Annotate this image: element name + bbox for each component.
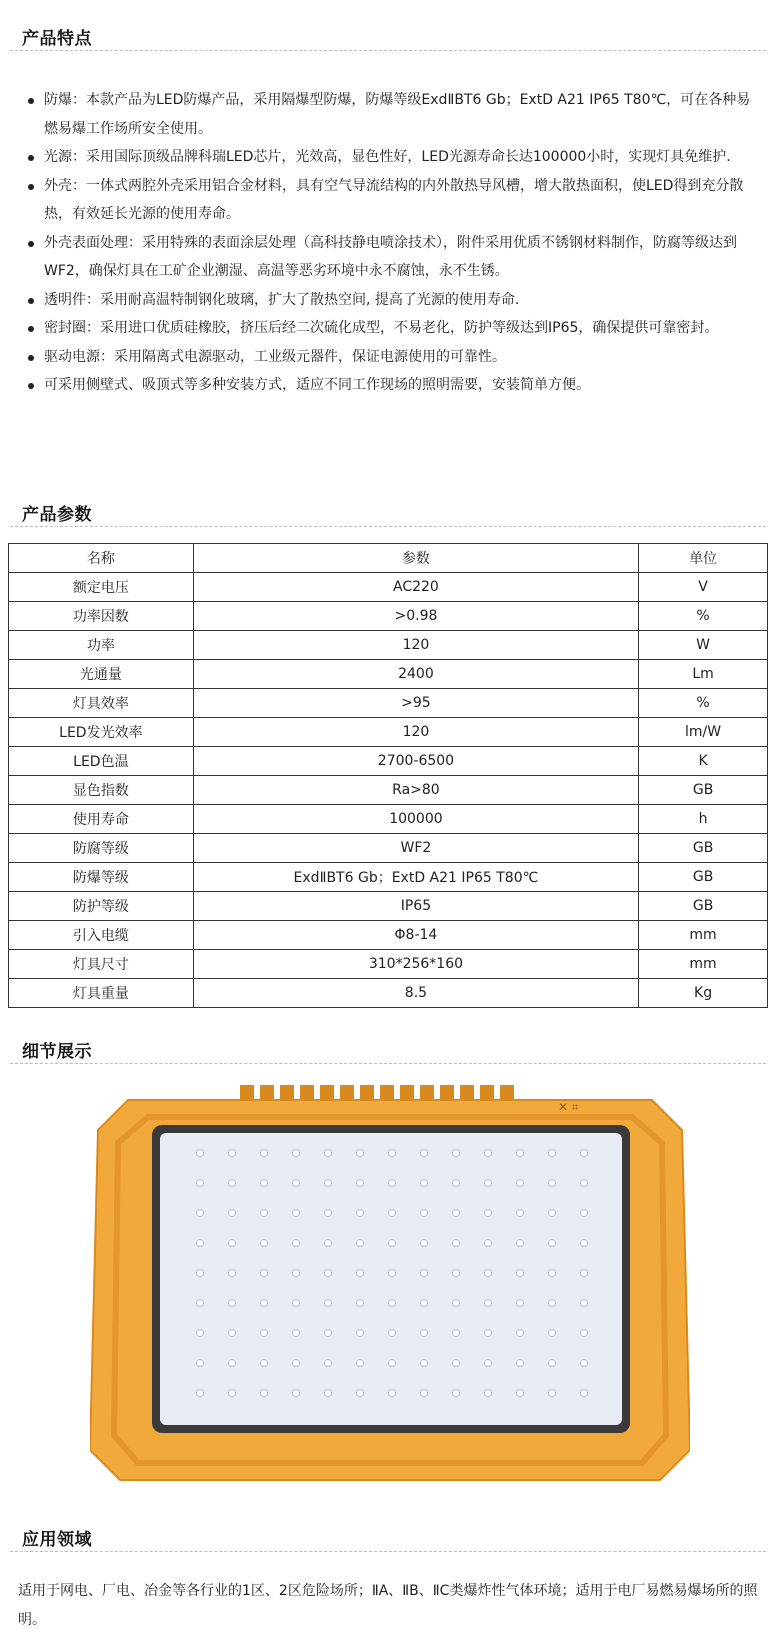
- feature-item: 可采用侧壁式、吸顶式等多种安装方式，适应不同工作现场的照明需要，安装简单方便。: [22, 371, 762, 400]
- led-chip: [421, 1300, 428, 1307]
- param-name-cell: 灯具效率: [9, 689, 194, 718]
- led-chip: [581, 1390, 588, 1397]
- param-unit-cell: %: [639, 602, 768, 631]
- led-chip: [549, 1210, 556, 1217]
- led-chip: [357, 1330, 364, 1337]
- led-chip: [453, 1210, 460, 1217]
- param-unit-cell: Lm: [639, 660, 768, 689]
- led-chip: [357, 1390, 364, 1397]
- table-row: [9, 660, 768, 689]
- table-row: [9, 747, 768, 776]
- led-chip: [261, 1150, 268, 1157]
- param-name-cell: 显色指数: [9, 776, 194, 805]
- param-name-cell: 防护等级: [9, 892, 194, 921]
- param-value-cell: 2700-6500: [193, 747, 638, 776]
- led-chip: [453, 1360, 460, 1367]
- led-chip: [261, 1180, 268, 1187]
- param-name-cell: 引入电缆: [9, 921, 194, 950]
- led-chip: [197, 1390, 204, 1397]
- led-chip: [581, 1300, 588, 1307]
- led-chip: [261, 1270, 268, 1277]
- led-chip: [453, 1150, 460, 1157]
- led-chip: [261, 1210, 268, 1217]
- led-chip: [229, 1210, 236, 1217]
- led-chip: [517, 1360, 524, 1367]
- led-chip: [485, 1180, 492, 1187]
- table-row: [9, 718, 768, 747]
- led-chip: [389, 1270, 396, 1277]
- led-chip: [357, 1150, 364, 1157]
- led-chip: [517, 1270, 524, 1277]
- led-chip: [453, 1240, 460, 1247]
- param-name-cell: LED发光效率: [9, 718, 194, 747]
- detail-section-title: 细节展示: [22, 1042, 92, 1062]
- led-chip: [293, 1210, 300, 1217]
- features-section-title: 产品特点: [22, 29, 92, 49]
- led-chip: [389, 1150, 396, 1157]
- section-divider: [10, 1063, 766, 1064]
- params-table: [8, 543, 768, 1008]
- led-chip: [517, 1240, 524, 1247]
- table-row: [9, 602, 768, 631]
- param-value-cell: 2400: [193, 660, 638, 689]
- table-header-row: [9, 544, 768, 573]
- led-chip: [357, 1360, 364, 1367]
- led-chip: [485, 1360, 492, 1367]
- product-photo: [90, 1085, 690, 1495]
- param-name-cell: 防爆等级: [9, 863, 194, 892]
- led-chip: [421, 1360, 428, 1367]
- param-value-cell: >0.98: [193, 602, 638, 631]
- feature-item: 防爆：本款产品为LED防爆产品，采用隔爆型防爆，防爆等级ExdⅡBT6 Gb；ExtD A21 IP65 T80℃，可在各种易燃易爆工作场所安全使用。: [22, 86, 762, 143]
- led-chip: [293, 1300, 300, 1307]
- led-chip: [261, 1390, 268, 1397]
- led-chip: [197, 1360, 204, 1367]
- section-divider: [10, 526, 766, 527]
- led-chip: [549, 1240, 556, 1247]
- led-chip: [389, 1300, 396, 1307]
- led-chip: [357, 1210, 364, 1217]
- led-chip: [389, 1360, 396, 1367]
- led-chip: [549, 1330, 556, 1337]
- led-chip: [357, 1270, 364, 1277]
- header-unit: 单位: [639, 544, 768, 573]
- led-chip: [229, 1390, 236, 1397]
- led-chip: [325, 1240, 332, 1247]
- param-unit-cell: Kg: [639, 979, 768, 1008]
- param-value-cell: AC220: [193, 573, 638, 602]
- led-chip: [357, 1240, 364, 1247]
- param-unit-cell: mm: [639, 921, 768, 950]
- param-value-cell: Φ8-14: [193, 921, 638, 950]
- param-unit-cell: GB: [639, 776, 768, 805]
- led-chip: [229, 1150, 236, 1157]
- led-chip: [197, 1150, 204, 1157]
- led-chip: [517, 1180, 524, 1187]
- led-chip: [389, 1330, 396, 1337]
- led-chip: [421, 1150, 428, 1157]
- led-chip: [581, 1360, 588, 1367]
- table-row: [9, 573, 768, 602]
- led-chip: [485, 1240, 492, 1247]
- led-chip: [485, 1300, 492, 1307]
- led-chip: [357, 1180, 364, 1187]
- table-row: [9, 776, 768, 805]
- led-chip: [581, 1270, 588, 1277]
- led-chip: [485, 1210, 492, 1217]
- param-name-cell: 防腐等级: [9, 834, 194, 863]
- led-chip: [229, 1240, 236, 1247]
- param-value-cell: 8.5: [193, 979, 638, 1008]
- param-value-cell: ExdⅡBT6 Gb；ExtD A21 IP65 T80℃: [193, 863, 638, 892]
- led-chip: [549, 1180, 556, 1187]
- led-chip: [549, 1300, 556, 1307]
- led-chip: [485, 1150, 492, 1157]
- led-chip: [261, 1360, 268, 1367]
- led-chip: [421, 1330, 428, 1337]
- led-chip: [293, 1180, 300, 1187]
- led-chip: [517, 1210, 524, 1217]
- param-name-cell: LED色温: [9, 747, 194, 776]
- param-value-cell: Ra>80: [193, 776, 638, 805]
- param-unit-cell: h: [639, 805, 768, 834]
- led-chip: [453, 1270, 460, 1277]
- header-value: 参数: [193, 544, 638, 573]
- led-chip: [197, 1180, 204, 1187]
- led-chip: [325, 1360, 332, 1367]
- led-chip: [549, 1360, 556, 1367]
- param-unit-cell: V: [639, 573, 768, 602]
- led-chip: [325, 1390, 332, 1397]
- param-name-cell: 灯具尺寸: [9, 950, 194, 979]
- led-chip: [517, 1330, 524, 1337]
- table-row: [9, 892, 768, 921]
- led-chip: [485, 1330, 492, 1337]
- param-name-cell: 功率因数: [9, 602, 194, 631]
- led-chip: [517, 1150, 524, 1157]
- led-chip: [421, 1210, 428, 1217]
- led-chip: [517, 1390, 524, 1397]
- param-value-cell: 100000: [193, 805, 638, 834]
- led-chip: [293, 1150, 300, 1157]
- table-row: [9, 921, 768, 950]
- led-chip: [581, 1330, 588, 1337]
- table-row: [9, 805, 768, 834]
- led-chip: [261, 1240, 268, 1247]
- led-chip: [549, 1150, 556, 1157]
- led-chip: [229, 1360, 236, 1367]
- params-section-title: 产品参数: [22, 505, 92, 525]
- table-row: [9, 979, 768, 1008]
- param-unit-cell: mm: [639, 950, 768, 979]
- param-unit-cell: lm/W: [639, 718, 768, 747]
- table-row: [9, 689, 768, 718]
- led-chip: [453, 1390, 460, 1397]
- param-unit-cell: GB: [639, 863, 768, 892]
- feature-item: 驱动电源：采用隔离式电源驱动，工业级元器件，保证电源使用的可靠性。: [22, 343, 762, 372]
- led-chip: [389, 1210, 396, 1217]
- svg-text:✕ ⌗: ✕ ⌗: [558, 1100, 579, 1114]
- led-chip: [325, 1270, 332, 1277]
- led-chip: [325, 1300, 332, 1307]
- led-chip: [229, 1300, 236, 1307]
- feature-item: 外壳表面处理：采用特殊的表面涂层处理（高科技静电喷涂技术），附件采用优质不锈钢材料制作，防腐等级达到WF2，确保灯具在工矿企业潮湿、高温等恶劣环境中永不腐蚀，永不生锈。: [22, 229, 762, 286]
- led-chip: [581, 1240, 588, 1247]
- led-chip: [549, 1270, 556, 1277]
- led-chip: [549, 1390, 556, 1397]
- led-chip: [421, 1390, 428, 1397]
- led-chip: [581, 1210, 588, 1217]
- explosion-proof-lamp-image: [90, 1085, 690, 1495]
- led-chip: [293, 1390, 300, 1397]
- param-name-cell: 功率: [9, 631, 194, 660]
- led-chip: [581, 1180, 588, 1187]
- section-divider: [10, 50, 766, 51]
- param-unit-cell: %: [639, 689, 768, 718]
- param-name-cell: 额定电压: [9, 573, 194, 602]
- led-chip: [325, 1330, 332, 1337]
- led-chip: [421, 1180, 428, 1187]
- led-chip: [229, 1180, 236, 1187]
- table-row: [9, 631, 768, 660]
- led-chip: [389, 1240, 396, 1247]
- param-value-cell: >95: [193, 689, 638, 718]
- led-chip: [357, 1300, 364, 1307]
- led-chip: [197, 1240, 204, 1247]
- led-chip: [517, 1300, 524, 1307]
- led-chip: [229, 1270, 236, 1277]
- header-name: 名称: [9, 544, 194, 573]
- led-chip: [293, 1360, 300, 1367]
- led-chip: [229, 1330, 236, 1337]
- param-unit-cell: W: [639, 631, 768, 660]
- led-chip: [421, 1270, 428, 1277]
- led-chip: [325, 1150, 332, 1157]
- led-chip: [485, 1390, 492, 1397]
- led-chip: [389, 1180, 396, 1187]
- table-row: [9, 834, 768, 863]
- param-name-cell: 使用寿命: [9, 805, 194, 834]
- feature-item: 透明件：采用耐高温特制钢化玻璃，扩大了散热空间, 提高了光源的使用寿命.: [22, 286, 762, 315]
- param-value-cell: 120: [193, 718, 638, 747]
- application-section-title: 应用领域: [22, 1530, 92, 1550]
- led-chip: [197, 1270, 204, 1277]
- feature-item: 外壳：一体式两腔外壳采用铝合金材料，具有空气导流结构的内外散热导风槽，增大散热面积，使LED得到充分散热，有效延长光源的使用寿命。: [22, 172, 762, 229]
- led-chip: [453, 1300, 460, 1307]
- param-value-cell: 310*256*160: [193, 950, 638, 979]
- led-chip: [581, 1150, 588, 1157]
- feature-item: 光源：采用国际顶级品牌科瑞LED芯片，光效高，显色性好，LED光源寿命长达100000小时，实现灯具免维护.: [22, 143, 762, 172]
- led-chip: [325, 1210, 332, 1217]
- param-unit-cell: GB: [639, 892, 768, 921]
- param-value-cell: IP65: [193, 892, 638, 921]
- table-row: [9, 950, 768, 979]
- param-value-cell: 120: [193, 631, 638, 660]
- led-chip: [261, 1300, 268, 1307]
- led-chip: [293, 1240, 300, 1247]
- led-chip: [453, 1180, 460, 1187]
- application-text: 适用于网电、厂电、冶金等各行业的1区、2区危险场所；ⅡA、ⅡB、ⅡC类爆炸性气体环境；适用于电厂易燃易爆场所的照明。: [18, 1583, 758, 1628]
- led-chip: [197, 1300, 204, 1307]
- led-chip: [293, 1270, 300, 1277]
- led-chip: [453, 1330, 460, 1337]
- led-chip: [261, 1330, 268, 1337]
- led-chip: [197, 1330, 204, 1337]
- led-chip: [485, 1270, 492, 1277]
- param-value-cell: WF2: [193, 834, 638, 863]
- led-chip: [197, 1210, 204, 1217]
- led-chip: [325, 1180, 332, 1187]
- feature-item: 密封圈：采用进口优质硅橡胶，挤压后经二次硫化成型，不易老化，防护等级达到IP65，确保提供可靠密封。: [22, 314, 762, 343]
- param-name-cell: 灯具重量: [9, 979, 194, 1008]
- param-unit-cell: K: [639, 747, 768, 776]
- param-name-cell: 光通量: [9, 660, 194, 689]
- led-chip: [293, 1330, 300, 1337]
- led-chip: [389, 1390, 396, 1397]
- table-row: [9, 863, 768, 892]
- led-chip: [421, 1240, 428, 1247]
- section-divider: [10, 1551, 766, 1552]
- param-unit-cell: GB: [639, 834, 768, 863]
- features-list: [22, 86, 762, 400]
